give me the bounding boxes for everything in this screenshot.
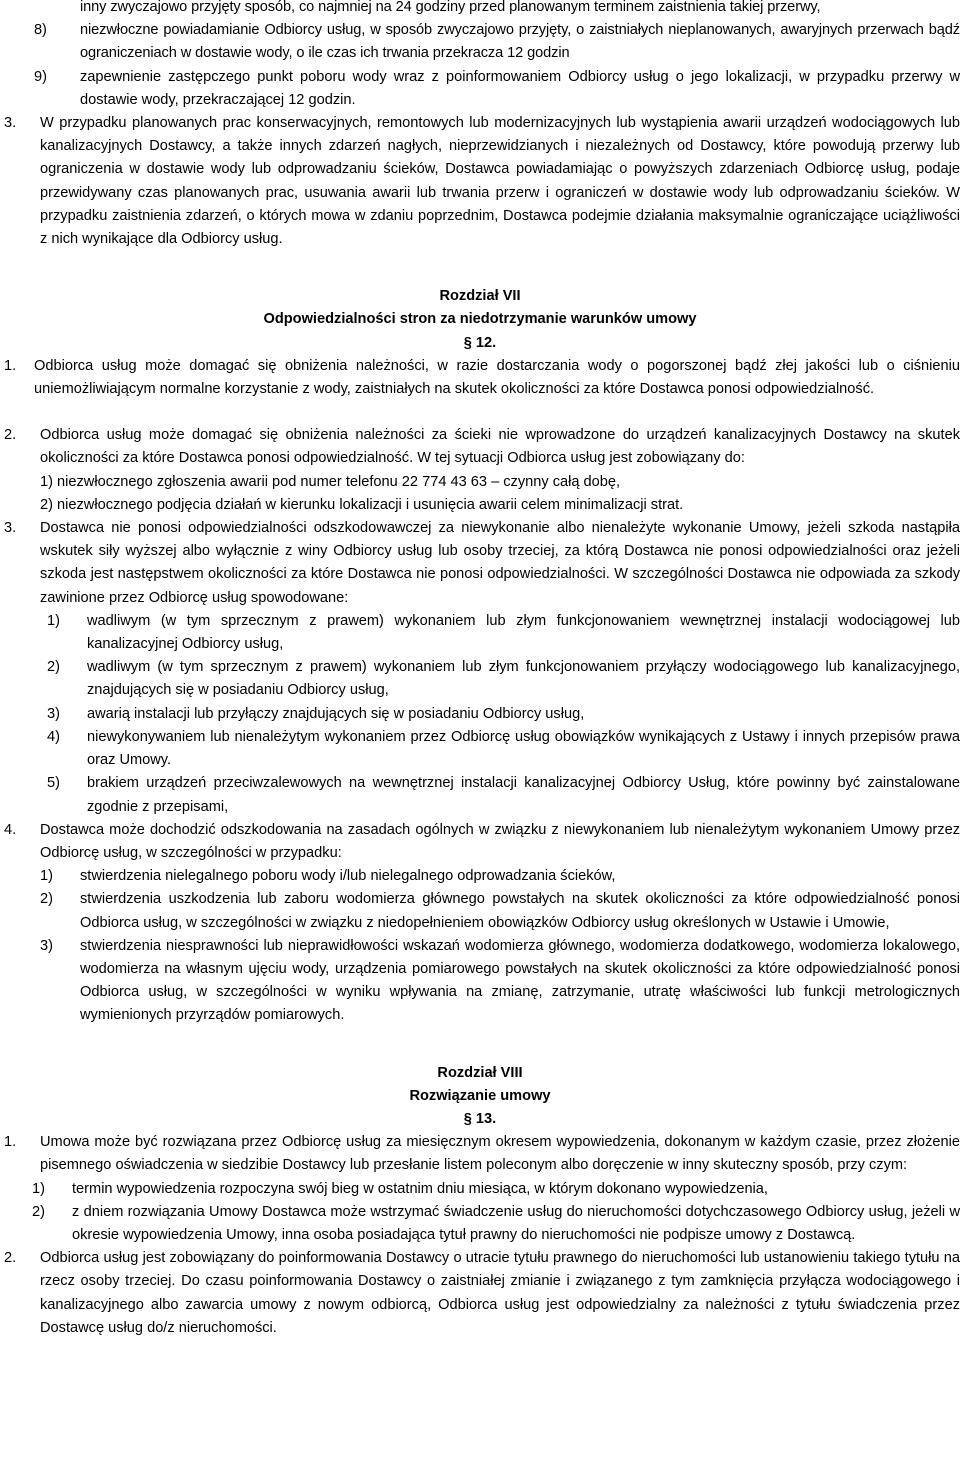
list-item-number: 9) [34, 68, 47, 85]
list-item-number: 8) [34, 22, 47, 39]
list-item-number: 5) [47, 775, 60, 792]
list-item-text: stwierdzenia niesprawności lub nieprawidłowości wskazań wodomierza głównego, wodomierza dodatkowego, wodomierza lokalowego, wodomierza na własnym ujęciu wody, urządzenia pomiarowego powstałych na skutek okoliczności za które odpowiedzialność ponosi Odbiorca usług, w szczególności w wyniku wpływania na zmianę, zatrzymanie, utratę właściwości lub funkcji metrologicznych wymienionych przyrządów pomiarowych. [80, 937, 960, 1024]
paragraph [4, 424, 960, 470]
list-item [32, 1201, 960, 1247]
list-item [40, 935, 960, 1028]
list-item-text: awarią instalacji lub przyłączy znajdujących się w posiadaniu Odbiorcy usług, [87, 705, 585, 722]
chapter-title: Rozdział VIII [437, 1064, 523, 1081]
chapter-subtitle: Odpowiedzialności stron za niedotrzymanie warunków umowy [263, 311, 697, 328]
section-number: § 12. [463, 334, 497, 351]
paragraph-text: Umowa może być rozwiązana przez Odbiorcę usług za miesięcznym okresem wypowiedzenia, dokonanym w każdym czasie, przez złożenie pisemnego oświadczenia w siedzibie Dostawcy lub przesłanie listem poleconym albo doręczenie w inny skuteczny sposób, przy czym: [40, 1134, 960, 1174]
list-item-text: stwierdzenia nielegalnego poboru wody i/lub nielegalnego odprowadzania ścieków, [80, 868, 616, 885]
list-item-number: 1) [32, 1180, 45, 1197]
paragraph-number: 2. [4, 427, 17, 444]
paragraph [4, 819, 960, 865]
list-item-text: wadliwym (w tym sprzecznym z prawem) wykonaniem lub złym funkcjonowaniem wewnętrznej instalacji wodociągowej lub kanalizacyjnej Odbiorcy usług, [87, 612, 960, 653]
list-item-text: z dniem rozwiązania Umowy Dostawca może wstrzymać świadczenie usług do nieruchomości dotychczasowego Odbiorcy usług, jeżeli w okresie wypowiedzenia Umowy, inna osoba posiadająca tytuł prawny do nieruchomości nie podpisze umowy z Dostawcą. [72, 1203, 960, 1243]
list-item [34, 66, 960, 112]
list-item-number: 3) [40, 937, 53, 954]
list-item-number: 4) [47, 728, 60, 745]
list-item [47, 610, 960, 656]
list-item-number: 3) [47, 705, 60, 722]
list-item: 2) niezwłocznego podjęcia działań w kierunku lokalizacji i usunięcia awarii celem minimalizacji strat. [40, 496, 684, 513]
list-item: 1) niezwłocznego zgłoszenia awarii pod numer telefonu 22 774 43 63 – czynny całą dobę, [40, 473, 621, 490]
paragraph [4, 1247, 960, 1340]
list-item-text: niewykonywaniem lub nienależytym wykonaniem przez Odbiorcę usług obowiązków wynikających z Ustawy i innych przepisów prawa oraz Umowy. [87, 728, 960, 769]
paragraph-number: 2. [4, 1250, 17, 1267]
paragraph-number: 1. [4, 1134, 17, 1151]
paragraph [4, 112, 960, 251]
list-item [47, 726, 960, 772]
list-item-number: 2) [32, 1203, 45, 1220]
section-number: § 13. [463, 1110, 497, 1127]
list-item [47, 656, 960, 702]
paragraph-text: W przypadku planowanych prac konserwacyjnych, remontowych lub modernizacyjnych lub wystąpienia awarii urządzeń wodociągowych lub kanalizacyjnych Dostawcy, a także innych zdarzeń nagłych, nieprzewidzianych i niezależnych od Dostawcy, które powodują przerwy lub ograniczenia w dostawie wody lub odprowadzaniu ścieków, Dostawca powiadamiając o powyższych zdarzeniach Odbiorcę usług, podaje przewidywany czas planowanych prac, usuwania awarii lub trwania przerw i ograniczeń w dostawie wody lub odprowadzaniu ścieków. W przypadku zaistnienia zdarzeń, o których mowa w zdaniu poprzednim, Dostawca podejmie działania maksymalnie ograniczające uciążliwości z nich wynikające dla Odbiorcy usług. [40, 115, 960, 248]
paragraph [4, 517, 960, 610]
paragraph-number: 3. [4, 520, 17, 537]
paragraph-text: Odbiorca usług może domagać się obniżenia należności za ścieki nie wprowadzone do urządzeń kanalizacyjnych Dostawcy na skutek okoliczności za które Dostawca ponosi odpowiedzialność. W tej sytuacji Odbiorca usług jest zobowiązany do: [40, 427, 960, 467]
paragraph-text: Dostawca może dochodzić odszkodowania na zasadach ogólnych w związku z niewykonaniem lub nienależytym wykonaniem Umowy przez Odbiorcę usług, w szczególności w przypadku: [40, 821, 960, 861]
list-item [40, 865, 960, 888]
list-item-number: 2) [47, 659, 60, 676]
list-item-text: niezwłoczne powiadamianie Odbiorcy usług, w sposób zwyczajowo przyjęty, o zaistniałych nieplanowanych, awaryjnych przerwach bądź ograniczeniach w dostawie wody, o ile czas ich trwania przekracza 12 godzin [80, 22, 960, 62]
paragraph-number: 1. [4, 357, 17, 374]
list-item-text: termin wypowiedzenia rozpoczyna swój bieg w ostatnim dniu miesiąca, w którym dokonano wypowiedzenia, [72, 1180, 768, 1197]
list-item-text: stwierdzenia uszkodzenia lub zaboru wodomierza głównego powstałych na skutek okoliczności za które odpowiedzialność ponosi Odbiorca usług, w szczególności w związku z niedopełnieniem obowiązków Odbiorcy usług określonych w Ustawie i Umowie, [80, 891, 960, 931]
paragraph [4, 355, 960, 401]
paragraph [4, 1131, 960, 1177]
chapter-subtitle: Rozwiązanie umowy [409, 1087, 551, 1104]
paragraph-number: 4. [4, 821, 17, 838]
paragraph-number: 3. [4, 115, 17, 132]
paragraph-text: Odbiorca usług może domagać się obniżenia należności, w razie dostarczania wody o pogorszonej bądź złej jakości lub o ciśnieniu uniemożliwiającym normalne korzystanie z wody, zaistniałych na skutek okoliczności za które Dostawca ponosi odpowiedzialność. [34, 357, 960, 398]
list-item [32, 1178, 960, 1201]
list-item [47, 772, 960, 818]
list-item-text: wadliwym (w tym sprzecznym z prawem) wykonaniem lub złym funkcjonowaniem przyłączy wodociągowego lub kanalizacyjnego, znajdujących się w posiadaniu Odbiorcy usług, [87, 659, 960, 699]
list-item-text: zapewnienie zastępczego punkt poboru wody wraz z poinformowaniem Odbiorcy usług o jego lokalizacji, w przypadku przerwy w dostawie wody, przekraczającej 12 godzin. [80, 68, 960, 108]
list-item-number: 1) [47, 612, 60, 629]
list-item-number: 2) [40, 891, 53, 908]
list-item-text: brakiem urządzeń przeciwzalewowych na wewnętrznej instalacji kanalizacyjnej Odbiorcy Usług, które powinny być zainstalowane zgodnie z przepisami, [87, 775, 960, 815]
list-item-continuation: inny zwyczajowo przyjęty sposób, co najmniej na 24 godziny przed planowanym terminem zaistnienia takiej przerwy, [80, 0, 821, 15]
list-item [47, 703, 960, 726]
paragraph-text: Odbiorca usług jest zobowiązany do poinformowania Dostawcy o utracie tytułu prawnego do nieruchomości lub ustanowieniu takiego tytułu na rzecz osoby trzeciej. Do czasu poinformowania Dostawcy o zaistniałej zmianie i związanego z tym zamknięcia przyłącza wodociągowego i kanalizacyjnego albo zawarcia umowy z nowym odbiorcą, Odbiorca usług jest odpowiedzialny za należności z tytułu świadczenia przez Dostawcę usług do/z nieruchomości. [40, 1250, 960, 1336]
paragraph-text: Dostawca nie ponosi odpowiedzialności odszkodowawczej za niewykonanie albo nienależyte wykonanie Umowy, jeżeli szkoda nastąpiła wskutek siły wyższej albo wyłącznie z winy Odbiorcy usług lub osoby trzeciej, za którą Dostawca nie ponosi odpowiedzialności oraz jeżeli szkoda jest następstwem okoliczności za które Dostawca nie ponosi odpowiedzialności. W szczególności Dostawca nie odpowiada za szkody zawinione przez Odbiorcę usług spowodowane: [40, 520, 960, 606]
list-item [40, 888, 960, 934]
list-item-number: 1) [40, 868, 53, 885]
list-item [34, 19, 960, 65]
chapter-title: Rozdział VII [439, 288, 521, 305]
